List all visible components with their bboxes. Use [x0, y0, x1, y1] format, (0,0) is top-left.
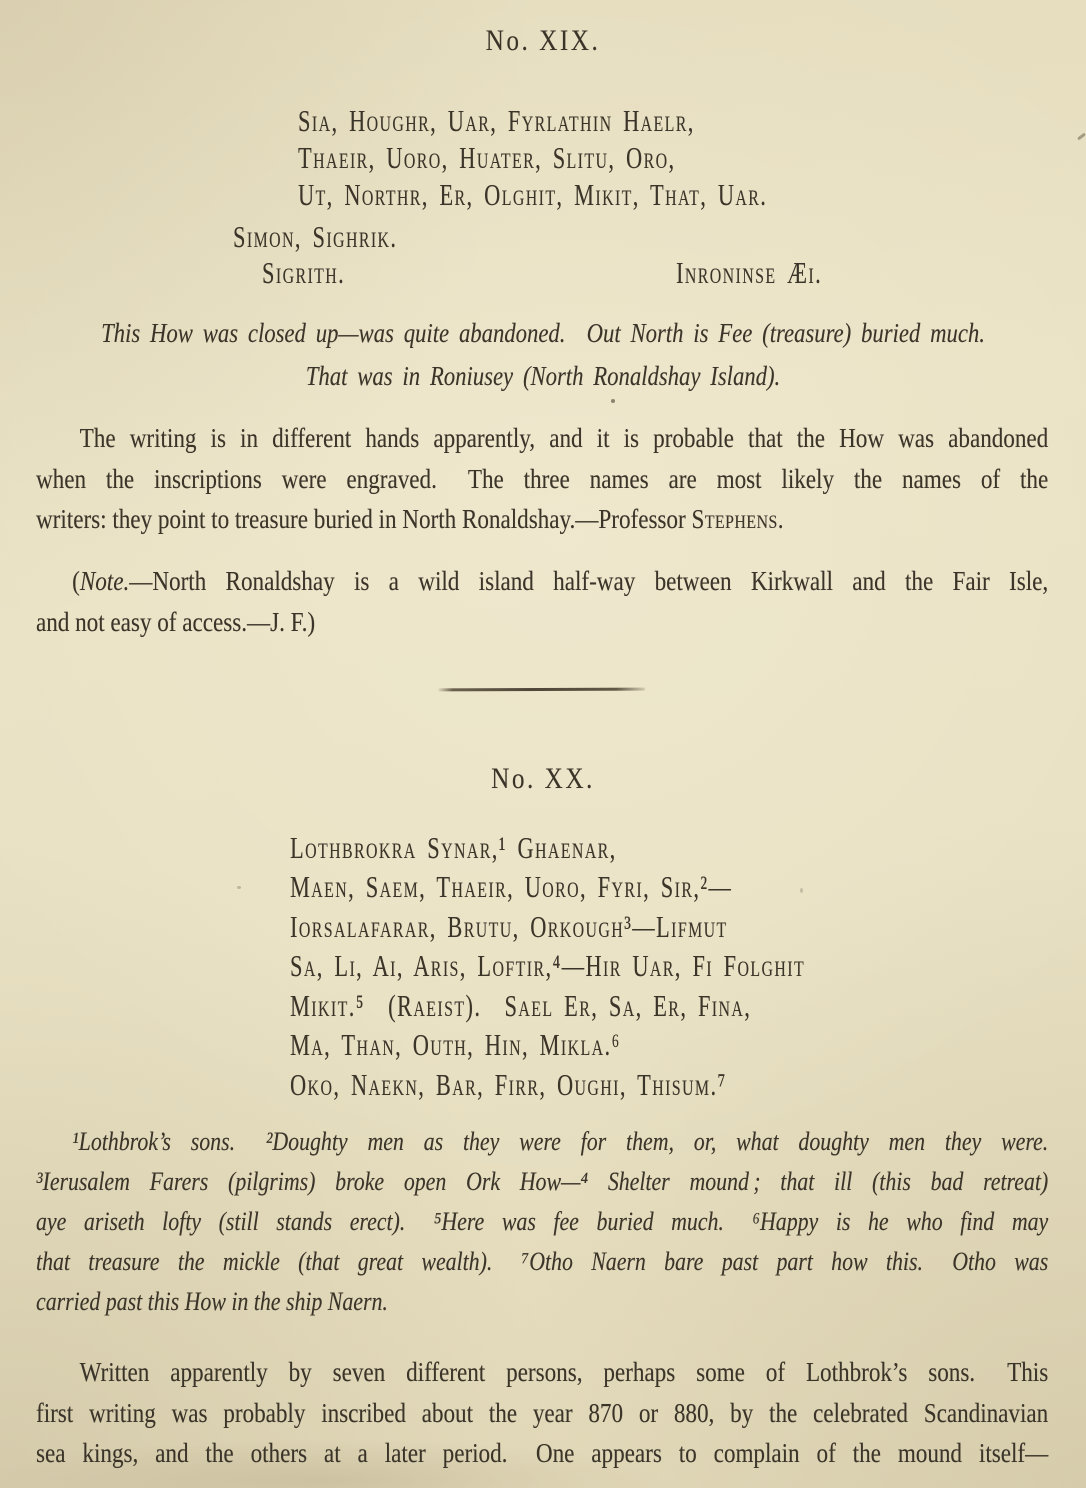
professor-name: Stephens — [691, 503, 778, 534]
closing-line-1: Written apparently by seven different persons, perhaps some of Lothbrok’s sons. This — [79, 1356, 1049, 1387]
commentary-line-2: when the inscriptions were engraved. The three names are most likely the names of the — [36, 462, 1049, 494]
inscription-xx-line-2: Maen, Saem, Thaeir, Uoro, Fyri, Sir,²— — [290, 869, 733, 904]
inscription-xix-names-line: Simon, Sighrik. — [233, 219, 398, 254]
commentary-line-1: The writing is in different hands apparently, and it is probable that the How was abandoned — [79, 422, 1049, 453]
heading-no-xx: No. XX. — [491, 762, 595, 795]
inscription-xx-line-5: Mikit.⁵ (Raeist). Sael Er, Sa, Er, Fina, — [290, 988, 752, 1023]
translation-xix-line-1: This How was closed up—was quite abandoned. Out North is Fee (treasure) buried much. — [101, 318, 985, 348]
commentary-line-3 — [36, 499, 1048, 540]
note-line-1-rest: —North Ronaldshay is a wild island half-way between Kirkwall and the Fair Isle, — [129, 565, 1049, 596]
closing-line-2: first writing was probably inscribed about the year 870 or 880, by the celebrated Scandinavian — [36, 1396, 1049, 1428]
commentary-line-3-period: . — [777, 503, 784, 534]
inscription-xx-line-1: Lothbrokra Synar,¹ Ghaenar, — [290, 830, 617, 865]
footnote-line-3: aye ariseth lofty (still stands erect). ⁵Here was fee buried much. ⁶Happy is he who find may — [36, 1207, 1049, 1236]
scan-artifact-dot — [611, 399, 615, 403]
commentary-paragraph — [36, 418, 1048, 540]
translation-xix-line-2: That was in Roniusey (North Ronaldshay Island). — [305, 361, 781, 391]
inscription-xx-line-4: Sa, Li, Ai, Aris, Loftir,⁴—Hir Uar, Fi Folghit — [290, 948, 806, 983]
inscription-xx-line-7: Oko, Naekn, Bar, Firr, Oughi, Thisum.⁷ — [290, 1067, 727, 1102]
scan-artifact-speck — [800, 888, 803, 893]
scan-artifact-edge-mark — [1077, 133, 1086, 141]
footnote-line-4: that treasure the mickle (that great wealth). ⁷Otho Naern bare past part how this. Otho was — [36, 1247, 1049, 1276]
inscription-xix-name-inroninse: Inroninse Æi. — [676, 255, 823, 290]
inscription-xx-line-3: Iorsalafarar, Brutu, Orkough³—Lifmut — [290, 909, 728, 944]
inscription-xix-line-3: Ut, Northr, Er, Olghit, Mikit, That, Uar. — [298, 177, 768, 212]
closing-paragraph — [36, 1352, 1048, 1474]
section-divider — [438, 688, 645, 692]
note-line-1 — [36, 561, 1048, 602]
footnote-line-2: ³Ierusalem Farers (pilgrims) broke open Ork How—⁴ Shelter mound ; that ill (this bad retreat) — [36, 1167, 1049, 1196]
footnote-line-5: carried past this How in the ship Naern. — [36, 1287, 388, 1316]
note-word-italic: Note. — [79, 565, 130, 596]
scan-artifact-speck — [237, 886, 241, 889]
inscription-xx-line-6: Ma, Than, Outh, Hin, Mikla.⁶ — [290, 1027, 621, 1062]
heading-no-xix: No. XIX. — [485, 24, 601, 57]
closing-line-3: sea kings, and the others at a later period. One appears to complain of the mound itself— — [36, 1437, 1049, 1468]
inscription-xix-name-sigrith: Sigrith. — [262, 255, 346, 290]
inscription-xix-line-1: Sia, Houghr, Uar, Fyrlathin Haelr, — [298, 103, 695, 138]
footnotes-block — [36, 1122, 1048, 1322]
note-line-2: and not easy of access.—J. F.) — [36, 605, 316, 637]
note-open-paren: ( — [72, 565, 80, 596]
editor-note — [36, 561, 1048, 642]
footnote-line-1: ¹Lothbrok’s sons. ²Doughty men as they were for them, or, what doughty men they were. — [72, 1127, 1049, 1156]
commentary-line-3-text: writers: they point to treasure buried in North Ronaldshay.—Professor — [36, 503, 692, 534]
inscription-xix-line-2: Thaeir, Uoro, Huater, Slitu, Oro, — [298, 140, 676, 175]
